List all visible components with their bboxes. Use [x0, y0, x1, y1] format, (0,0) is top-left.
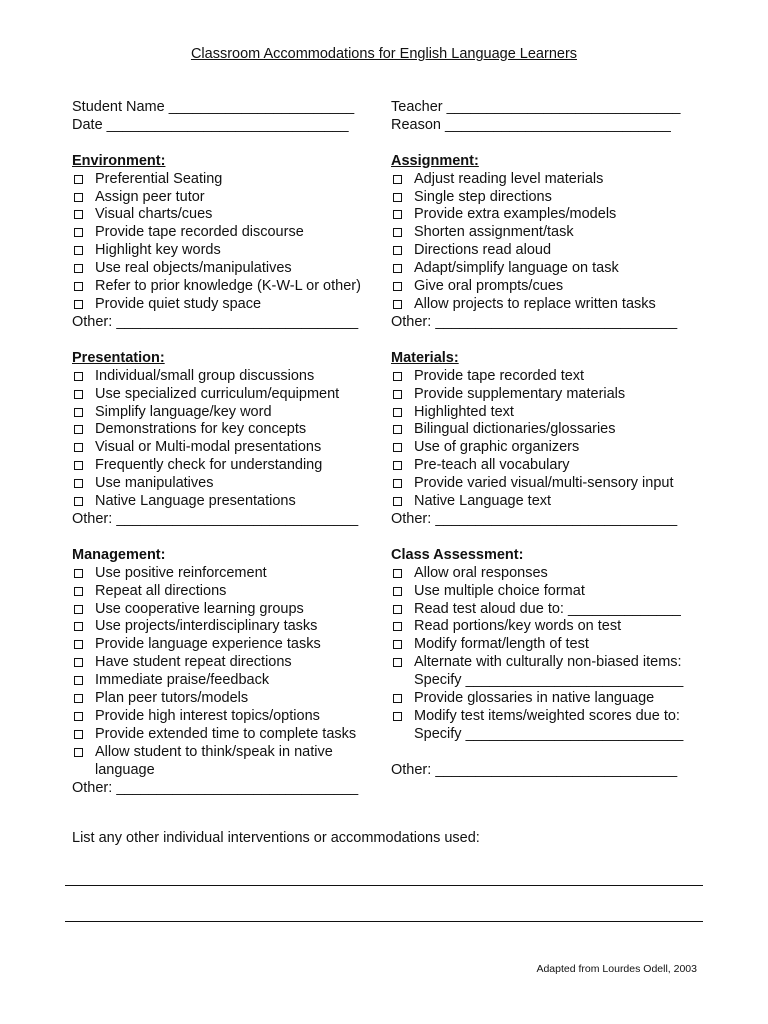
management-item-label: Repeat all directions	[95, 582, 227, 599]
environment-item[interactable]	[72, 224, 382, 242]
checkbox[interactable]	[74, 497, 83, 506]
presentation-item[interactable]	[72, 439, 382, 457]
checkbox[interactable]	[393, 175, 402, 184]
environment-item[interactable]	[72, 242, 382, 260]
checkbox[interactable]	[74, 640, 83, 649]
management-item[interactable]	[72, 690, 382, 708]
teacher-field[interactable]: Teacher _____________________________	[391, 99, 681, 115]
materials-item-label: Use of graphic organizers	[414, 439, 580, 456]
presentation-heading: Presentation:	[72, 349, 165, 366]
class-assessment-item[interactable]	[391, 690, 711, 708]
specify-field[interactable]: Specify ___________________________	[414, 725, 684, 742]
presentation-item-label: Native Language presentations	[95, 493, 296, 510]
class-assessment-heading: Class Assessment:	[391, 546, 524, 563]
checkbox[interactable]	[74, 712, 83, 721]
checkbox[interactable]	[74, 193, 83, 202]
class-assessment-item[interactable]	[391, 618, 711, 636]
class-assessment-item-label: Allow oral responses	[414, 564, 548, 581]
class-assessment-item[interactable]	[391, 565, 711, 583]
student-name-field[interactable]: Student Name _______________________	[72, 99, 355, 115]
checkbox[interactable]	[74, 605, 83, 614]
environment-item-label: Provide tape recorded discourse	[95, 224, 304, 241]
checkbox[interactable]	[393, 479, 402, 488]
checkbox[interactable]	[74, 479, 83, 488]
management-item[interactable]	[72, 636, 382, 654]
management-other-field[interactable]: Other: ______________________________	[72, 779, 359, 796]
checkbox[interactable]	[74, 264, 83, 273]
checkbox[interactable]	[393, 300, 402, 309]
materials-item[interactable]	[391, 404, 711, 422]
checkbox[interactable]	[74, 694, 83, 703]
checkbox[interactable]	[74, 282, 83, 291]
checkbox[interactable]	[74, 390, 83, 399]
environment-item-label: Preferential Seating	[95, 170, 223, 187]
checkbox[interactable]	[393, 193, 402, 202]
management-item-label: Use projects/interdisciplinary tasks	[95, 618, 318, 635]
presentation-item[interactable]	[72, 368, 382, 386]
checkbox[interactable]	[74, 730, 83, 739]
checkbox[interactable]	[74, 622, 83, 631]
assignment-other-field[interactable]: Other: ______________________________	[391, 313, 678, 330]
environment-heading: Environment:	[72, 152, 166, 169]
document-title: Classroom Accommodations for English Language Learners	[190, 46, 578, 62]
class-assessment-item[interactable]	[391, 583, 711, 601]
materials-other-field[interactable]: Other: ______________________________	[391, 510, 678, 527]
date-field[interactable]: Date ______________________________	[72, 116, 349, 133]
class-assessment-item[interactable]	[391, 601, 711, 619]
management-item[interactable]	[72, 654, 382, 672]
checkbox[interactable]	[393, 461, 402, 470]
assignment-item[interactable]	[391, 242, 711, 260]
management-item-label: Provide extended time to complete tasks	[95, 725, 357, 742]
assignment-item[interactable]	[391, 260, 711, 278]
environment-item[interactable]	[72, 189, 382, 207]
management-item-label: Provide language experience tasks	[95, 636, 321, 653]
checkbox[interactable]	[393, 658, 402, 667]
materials-item-label: Pre-teach all vocabulary	[414, 457, 570, 474]
management-item-label: Provide high interest topics/options	[95, 707, 320, 724]
materials-item[interactable]	[391, 368, 711, 386]
materials-item-label: Bilingual dictionaries/glossaries	[414, 421, 616, 438]
management-heading: Management:	[72, 546, 166, 563]
presentation-item[interactable]	[72, 475, 382, 493]
checkbox[interactable]	[393, 587, 402, 596]
assignment-item-label: Adapt/simplify language on task	[414, 260, 619, 277]
checkbox[interactable]	[393, 372, 402, 381]
environment-item[interactable]	[72, 260, 382, 278]
presentation-item-label: Use specialized curriculum/equipment	[95, 385, 340, 402]
management-item[interactable]	[72, 744, 352, 780]
class-assessment-item[interactable]	[391, 654, 711, 672]
presentation-item-label: Demonstrations for key concepts	[95, 421, 307, 438]
assignment-item[interactable]	[391, 206, 711, 224]
class-assessment-item-label: Provide glossaries in native language	[414, 690, 655, 707]
checkbox[interactable]	[74, 587, 83, 596]
checkbox[interactable]	[74, 408, 83, 417]
presentation-item[interactable]	[72, 457, 382, 475]
materials-item-label: Highlighted text	[414, 403, 514, 420]
management-item[interactable]	[72, 672, 382, 690]
assignment-item-label: Allow projects to replace written tasks	[414, 296, 656, 313]
management-item[interactable]	[72, 601, 382, 619]
checkbox[interactable]	[393, 210, 402, 219]
presentation-item-label: Visual or Multi-modal presentations	[95, 439, 322, 456]
environment-item[interactable]	[72, 296, 382, 314]
presentation-item[interactable]	[72, 421, 382, 439]
class-assessment-item-label: Read test aloud due to: ______________	[414, 600, 681, 617]
materials-item[interactable]	[391, 386, 711, 404]
source-credit: Adapted from Lourdes Odell, 2003	[536, 963, 697, 975]
checkbox[interactable]	[74, 425, 83, 434]
class-assessment-item[interactable]	[391, 636, 711, 654]
checkbox[interactable]	[393, 390, 402, 399]
presentation-item-label: Simplify language/key word	[95, 403, 272, 420]
materials-item[interactable]	[391, 475, 711, 493]
checkbox[interactable]	[74, 228, 83, 237]
presentation-item[interactable]	[72, 404, 382, 422]
specify-field[interactable]: Specify ___________________________	[414, 672, 684, 689]
environment-item-label: Use real objects/manipulatives	[95, 260, 292, 277]
environment-item-label: Refer to prior knowledge (K-W-L or other)	[95, 278, 361, 295]
materials-item-label: Provide supplementary materials	[414, 385, 626, 402]
environment-item-label: Provide quiet study space	[95, 296, 262, 313]
checkbox[interactable]	[393, 694, 402, 703]
materials-item-label: Native Language text	[414, 493, 552, 510]
assignment-item[interactable]	[391, 278, 711, 296]
management-item-label: Plan peer tutors/models	[95, 690, 249, 707]
class-assessment-item-label: Modify format/length of test	[414, 636, 589, 653]
management-item[interactable]	[72, 618, 382, 636]
checkbox[interactable]	[393, 569, 402, 578]
class-assessment-item-label: Use multiple choice format	[414, 582, 585, 599]
checkbox[interactable]	[74, 246, 83, 255]
assignment-item[interactable]	[391, 189, 711, 207]
presentation-item[interactable]	[72, 493, 382, 511]
checkbox[interactable]	[74, 569, 83, 578]
checkbox[interactable]	[393, 228, 402, 237]
management-item[interactable]	[72, 583, 382, 601]
materials-item[interactable]	[391, 457, 711, 475]
management-item[interactable]	[72, 565, 382, 583]
management-item[interactable]	[72, 726, 382, 744]
checkbox[interactable]	[393, 605, 402, 614]
assignment-item-label: Adjust reading level materials	[414, 170, 604, 187]
environment-item-label: Assign peer tutor	[95, 188, 205, 205]
checkbox[interactable]	[74, 443, 83, 452]
checkbox[interactable]	[393, 408, 402, 417]
checkbox[interactable]	[393, 622, 402, 631]
class-assessment-item-label: Modify test items/weighted scores due to:	[414, 707, 680, 724]
class-assessment-item[interactable]	[391, 708, 711, 726]
answer-line[interactable]	[65, 885, 703, 886]
answer-line[interactable]	[65, 921, 703, 922]
assignment-item-label: Single step directions	[414, 188, 552, 205]
checkbox[interactable]	[74, 372, 83, 381]
environment-item[interactable]	[72, 171, 382, 189]
presentation-item-label: Individual/small group discussions	[95, 367, 315, 384]
class-assessment-item-label: Read portions/key words on test	[414, 618, 622, 635]
environment-item-label: Visual charts/cues	[95, 206, 213, 223]
assignment-item-label: Directions read aloud	[414, 242, 552, 259]
presentation-item-label: Use manipulatives	[95, 475, 214, 492]
materials-item-label: Provide tape recorded text	[414, 367, 585, 384]
checkbox[interactable]	[74, 461, 83, 470]
left-column	[72, 99, 382, 798]
presentation-item-label: Frequently check for understanding	[95, 457, 323, 474]
management-item-label: Immediate praise/feedback	[95, 672, 270, 689]
checkbox[interactable]	[393, 497, 402, 506]
checkbox[interactable]	[74, 210, 83, 219]
assignment-item[interactable]	[391, 224, 711, 242]
checkbox[interactable]	[393, 264, 402, 273]
checkbox[interactable]	[393, 425, 402, 434]
assignment-item[interactable]	[391, 171, 711, 189]
assignment-heading: Assignment:	[391, 152, 479, 169]
checkbox[interactable]	[393, 712, 402, 721]
class-assessment-other-field[interactable]: Other: ______________________________	[391, 761, 678, 778]
management-item-label: Have student repeat directions	[95, 654, 292, 671]
environment-item[interactable]	[72, 278, 382, 296]
management-item-label: Allow student to think/speak in native language	[95, 743, 337, 778]
reason-field[interactable]: Reason ____________________________	[391, 116, 671, 133]
checkbox[interactable]	[393, 282, 402, 291]
materials-item[interactable]	[391, 421, 711, 439]
presentation-item[interactable]	[72, 386, 382, 404]
presentation-other-field[interactable]: Other: ______________________________	[72, 510, 359, 527]
other-interventions-prompt: List any other individual interventions or accommodations used:	[72, 830, 480, 846]
materials-heading: Materials:	[391, 349, 459, 366]
environment-item[interactable]	[72, 206, 382, 224]
assignment-item-label: Shorten assignment/task	[414, 224, 574, 241]
materials-item[interactable]	[391, 493, 711, 511]
checkbox[interactable]	[393, 443, 402, 452]
checkbox[interactable]	[74, 175, 83, 184]
checkbox[interactable]	[74, 658, 83, 667]
checkbox[interactable]	[74, 676, 83, 685]
class-assessment-item-label: Alternate with culturally non-biased items:	[414, 654, 682, 671]
environment-item-label: Highlight key words	[95, 242, 221, 259]
assignment-item-label: Provide extra examples/models	[414, 206, 617, 223]
checkbox[interactable]	[393, 640, 402, 649]
right-column	[391, 99, 711, 780]
materials-item-label: Provide varied visual/multi-sensory input	[414, 475, 674, 492]
management-item-label: Use positive reinforcement	[95, 564, 267, 581]
environment-other-field[interactable]: Other: ______________________________	[72, 313, 359, 330]
management-item-label: Use cooperative learning groups	[95, 600, 304, 617]
checkbox[interactable]	[393, 246, 402, 255]
checkbox[interactable]	[74, 748, 83, 757]
assignment-item[interactable]	[391, 296, 711, 314]
materials-item[interactable]	[391, 439, 711, 457]
assignment-item-label: Give oral prompts/cues	[414, 278, 564, 295]
checkbox[interactable]	[74, 300, 83, 309]
management-item[interactable]	[72, 708, 382, 726]
